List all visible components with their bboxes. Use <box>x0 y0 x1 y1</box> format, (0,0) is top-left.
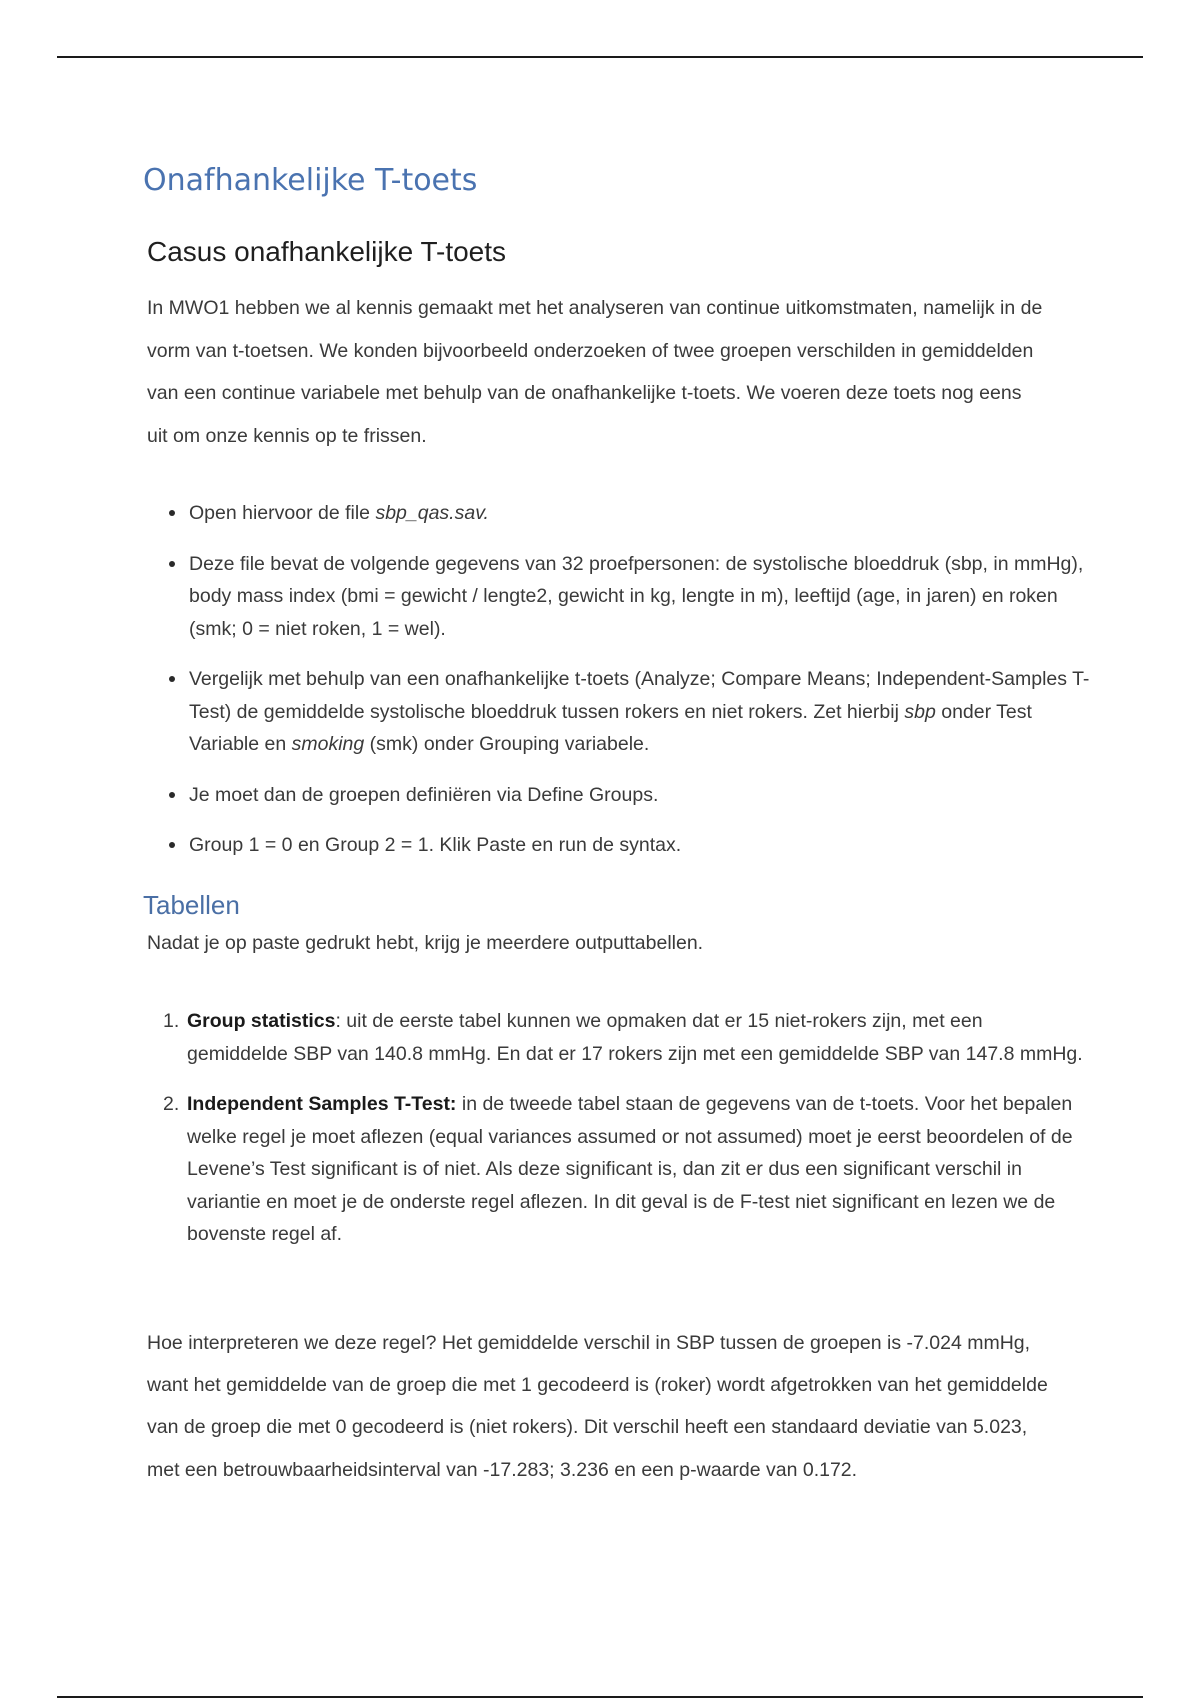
header-rule <box>57 56 1143 58</box>
list-item <box>189 497 1094 530</box>
item-text: in de tweede tabel staan de gegevens van de t-toets. Voor het bepalen welke regel je moet aflezen (equal variances assumed or not assumed) moet je eerst beoordelen of de Levene’s Test significant is of niet. Als deze significant is, dan zit er dus een significant verschil in variantie en moet je de onderste regel aflezen. In dit geval is de F-test niet significant en lezen we de bovenste regel af. <box>187 1093 1073 1245</box>
item-number: 1. <box>163 1010 180 1032</box>
variable-smoking: smoking <box>291 733 365 755</box>
list-item <box>189 663 1094 761</box>
footer-rule <box>57 1696 1143 1698</box>
list-item: Deze file bevat de volgende gegevens van 32 proefpersonen: de systolische bloeddruk (sbp, in mmHg), body mass index (bmi = gewicht / lengte2, gewicht in kg, lengte in m), leeftijd (age, in jaren) en roken (smk; 0 = niet roken, 1 = wel). <box>189 548 1094 646</box>
bullet-text: (smk) onder Grouping variabele. <box>364 733 650 755</box>
item-label: Group statistics <box>187 1010 336 1032</box>
list-item <box>163 1005 1087 1070</box>
list-item: Group 1 = 0 en Group 2 = 1. Klik Paste en run de syntax. <box>189 829 1094 862</box>
bullet-text: Vergelijk met behulp van een onafhankelijke t-toets (Analyze; Compare Means; Independent-Samples T-Test) de gemiddelde systolische bloeddruk tussen rokers en niet rokers. Zet hierbij <box>189 668 1090 723</box>
bullet-text: Open hiervoor de file <box>189 502 376 524</box>
item-number: 2. <box>163 1093 180 1115</box>
file-name: sbp_qas.sav. <box>375 502 489 524</box>
item-label: Independent Samples T-Test: <box>187 1093 457 1115</box>
tables-heading: Tabellen <box>143 890 240 920</box>
list-item: Je moet dan de groepen definiëren via Define Groups. <box>189 779 1094 812</box>
variable-sbp: sbp <box>904 700 936 723</box>
case-heading: Casus onafhankelijke T-toets <box>147 236 507 267</box>
case-intro-paragraph: In MWO1 hebben we al kennis gemaakt met het analyseren van continue uitkomstmaten, namelijk in de vorm van t-toetsen. We konden bijvoorbeeld onderzoeken of twee groepen verschilden in gemiddelden van een continue variabele met behulp van de onafhankelijke t-toets. We voeren deze toets nog eens uit om onze kennis op te frissen. <box>147 297 1043 448</box>
interpretation-paragraph: Hoe interpreteren we deze regel? Het gemiddelde verschil in SBP tussen de groepen is -7.024 mmHg, want het gemiddelde van de groep die met 1 gecodeerd is (roker) wordt afgetrokken van het gemiddelde van de groep die met 0 gecodeerd is (niet rokers). Dit verschil heeft een standaard deviatie van 5.023, met een betrouwbaarheidsinterval van -17.283; 3.236 en een p-waarde van 0.172. <box>147 1332 1048 1481</box>
list-item <box>163 1088 1087 1251</box>
page-title: Onafhankelijke T-toets <box>143 163 478 198</box>
bullet-text: onder Test Variable en <box>189 700 1032 755</box>
instruction-list <box>147 497 1094 880</box>
item-text: : uit de eerste tabel kunnen we opmaken dat er 15 niet-rokers zijn, met een gemiddelde SBP van 140.8 mmHg. En dat er 17 rokers zijn met een gemiddelde SBP van 147.8 mmHg. <box>187 1010 1083 1065</box>
output-tables-list <box>147 1005 1087 1269</box>
tables-intro: Nadat je op paste gedrukt hebt, krijg je meerdere outputtabellen. <box>147 932 704 954</box>
